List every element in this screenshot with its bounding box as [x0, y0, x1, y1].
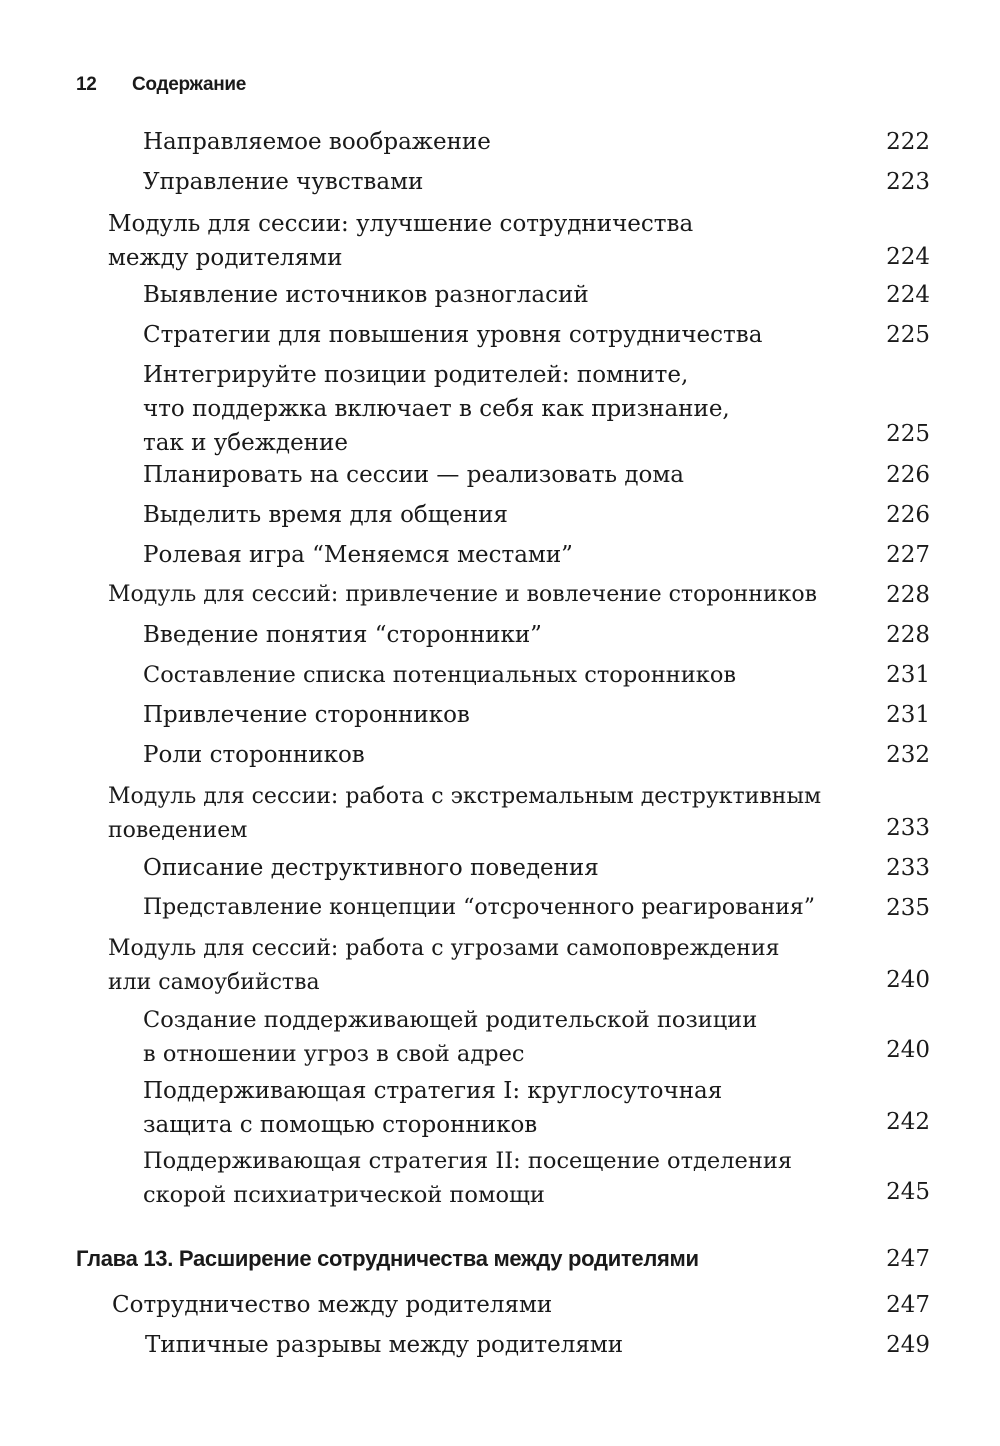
toc-entry-title: Стратегии для повышения уровня сотрудничества: [143, 322, 763, 348]
toc-entry-title: Интегрируйте позиции родителей: помните, что поддержка включает в себя как признание, так и убеждение: [143, 362, 730, 456]
toc-entry-page: 224: [886, 244, 930, 270]
toc-entry-title: Планировать на сессии — реализовать дома: [143, 462, 684, 488]
toc-entry-title: Описание деструктивного поведения: [143, 855, 599, 881]
toc-entry-title: Направляемое воображение: [143, 129, 491, 155]
toc-entry-title: Ролевая игра “Меняемся местами”: [143, 542, 573, 568]
toc-entry-title: Выделить время для общения: [143, 502, 508, 528]
toc-entry-page: 242: [886, 1109, 930, 1135]
section-title: Содержание: [132, 74, 247, 95]
toc-entry-page: 233: [886, 815, 930, 841]
toc-entry-page: 235: [886, 895, 930, 921]
toc-entry-page: 240: [886, 967, 930, 993]
toc-entry-page: 231: [886, 702, 930, 728]
toc-entry-page: 222: [886, 129, 930, 155]
toc-entry-page: 233: [886, 855, 930, 881]
toc-entry-title: Поддерживающая стратегия I: круглосуточная защита с помощью сторонников: [143, 1078, 723, 1138]
toc-entry-title: Типичные разрывы между родителями: [145, 1332, 624, 1358]
toc-entry-title: Поддерживающая стратегия II: посещение отделения скорой психиатрической помощи: [143, 1148, 793, 1208]
toc-entry-page: 240: [886, 1037, 930, 1063]
toc-entry-page: 223: [886, 169, 930, 195]
toc-entry-page: 231: [886, 662, 930, 688]
toc-entry-page: 226: [886, 462, 930, 488]
page-number: 12: [76, 74, 97, 95]
toc-entry-page: 228: [886, 582, 930, 608]
toc-entry-page: 249: [886, 1332, 930, 1358]
toc-entry-title: Создание поддерживающей родительской позиции в отношении угроз в свой адрес: [143, 1007, 758, 1067]
toc-entry-title: Модуль для сессии: работа с экстремальным деструктивным поведением: [108, 784, 822, 843]
toc-entry-title: Управление чувствами: [143, 169, 424, 195]
toc-entry-page: 232: [886, 742, 930, 768]
toc-entry-title: Модуль для сессий: работа с угрозами самоповреждения или самоубийства: [108, 936, 780, 995]
toc-entry-title: Модуль для сессии: улучшение сотрудничества между родителями: [108, 211, 694, 271]
toc-entry-page: 225: [886, 421, 930, 447]
toc-entry-title: Роли сторонников: [143, 742, 365, 768]
toc-entry-page: 224: [886, 282, 930, 308]
running-head: [76, 74, 246, 96]
toc-entry-title: Выявление источников разногласий: [143, 282, 589, 308]
toc-entry-title: Сотрудничество между родителями: [112, 1292, 553, 1318]
toc-entry-page: 247: [886, 1292, 930, 1318]
toc-entry-title: Глава 13. Расширение сотрудничества между родителями: [76, 1246, 699, 1271]
toc-entry-page: 228: [886, 622, 930, 648]
toc-entry-title: Составление списка потенциальных сторонников: [143, 662, 737, 688]
toc-entry-page: 227: [886, 542, 930, 568]
toc-entry-title: Представление концепции “отсроченного реагирования”: [143, 895, 816, 920]
toc-entry-page: 226: [886, 502, 930, 528]
toc-entry-page: 225: [886, 322, 930, 348]
toc-entry-title: Привлечение сторонников: [143, 702, 470, 728]
toc-entry-page: 247: [886, 1246, 930, 1272]
toc-entry-title: Модуль для сессий: привлечение и вовлечение сторонников: [108, 582, 818, 607]
toc-entry-title: Введение понятия “сторонники”: [143, 622, 542, 648]
toc-entry-page: 245: [886, 1179, 930, 1205]
